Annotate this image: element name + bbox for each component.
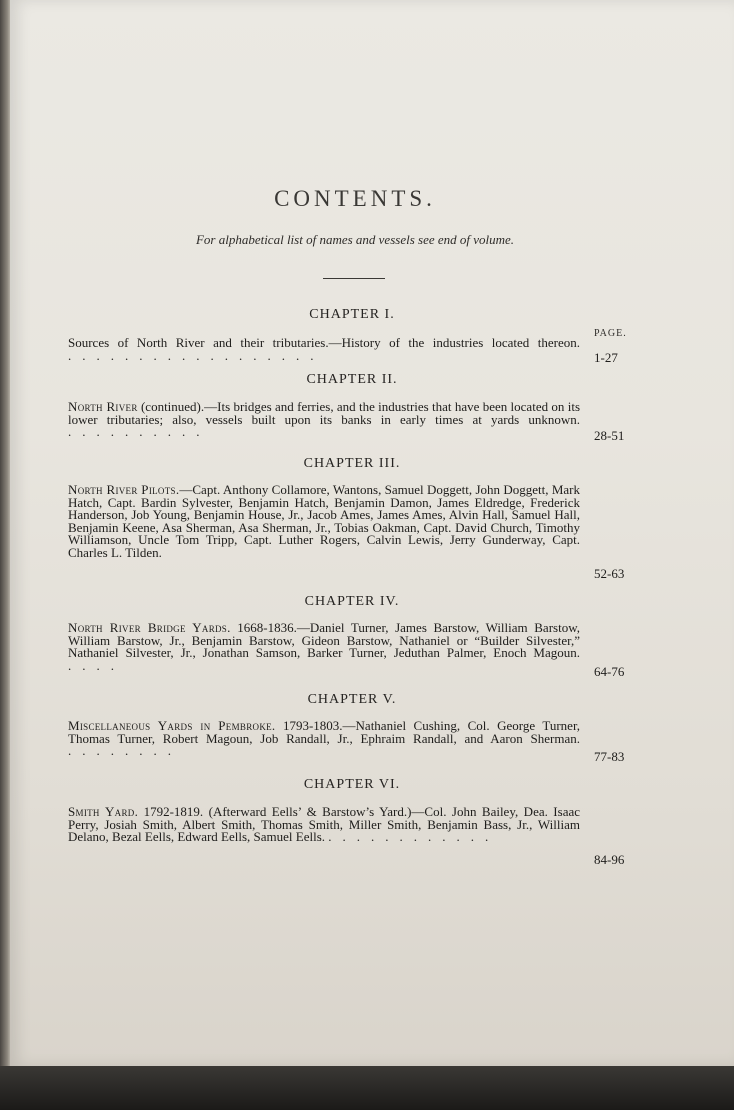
entry-text: 1668-1836.—Daniel Turner, James Barstow, William Barstow, William Barstow, Jr., Benjamin Barstow, Gideon Barstow, Nathaniel or “Builder Silvester,” Nathaniel Silvester, Jr., Jonathan Samson, Barker Turner, Jeduthan Palmer, Enoch Magoun. [68, 620, 580, 661]
entry-lead: North River Pilots. [68, 482, 180, 497]
entry-page-range: 84-96 [594, 852, 625, 867]
page-subtitle: For alphabetical list of names and vessels see end of volume. [195, 232, 515, 247]
book-page [10, 0, 734, 1066]
leader-dots: .......... [68, 424, 211, 440]
entry-page-range: 77-83 [594, 749, 625, 764]
leader-dots: .................. [68, 347, 325, 363]
background-surface [0, 1066, 734, 1110]
chapter-heading: CHAPTER II. [306, 372, 398, 387]
leader-dots: ............ [328, 829, 500, 845]
entry-page-range: 64-76 [594, 664, 625, 679]
chapter-entry [68, 806, 580, 844]
entry-page-range: 1-27 [594, 350, 618, 365]
entry-text: (continued).—Its bridges and ferries, and the industries that have been located on its lower tributaries; also, vessels built upon its banks in early times at yards unknown. [68, 399, 581, 427]
entry-lead: Smith Yard. [68, 804, 139, 819]
chapter-heading: CHAPTER III. [303, 456, 401, 471]
title-divider [323, 278, 385, 279]
entry-text: 1793-1803.—Nathaniel Cushing, Col. George Turner, Thomas Turner, Robert Magoun, Job Randall, Jr., Ephraim Randall, and Aaron Sherman. [68, 718, 581, 746]
chapter-heading: CHAPTER IV. [304, 594, 400, 609]
entry-text: —Capt. Anthony Collamore, Wantons, Samuel Doggett, John Doggett, Mark Hatch, Capt. Bardin Sylvester, Benjamin Hatch, Benjamin Damon, James Eldredge, Frederick Handerson, Job Young, Benjamin House, Jr., Jacob Ames, James Ames, Alvin Hall, Samuel Hall, Benjamin Keene, Asa Sherman, Asa Sherman, Jr., Tobias Oakman, Capt. David Church, Timothy Williamson, Uncle Tom Tripp, Capt. Luther Rogers, Calvin Lewis, Jerry Gunderway, Capt. Charles L. Tilden. [68, 482, 580, 560]
chapter-heading: CHAPTER V. [307, 692, 397, 707]
leader-dots: .... [68, 657, 125, 673]
entry-text: Sources of North River and their tributaries.—History of the industries located thereon. [68, 335, 580, 350]
chapter-entry [68, 622, 580, 672]
chapter-heading: CHAPTER I. [309, 307, 395, 322]
entry-text: 1792-1819. (Afterward Eells’ & Barstow’s Yard.)—Col. John Bailey, Dea. Isaac Perry, Josiah Smith, Albert Smith, Thomas Smith, Miller Smith, Benjamin Bass, Jr., William Delano, Bezal Eells, Edward Eells, Samuel Eells. [68, 804, 581, 845]
chapter-entry [68, 484, 580, 560]
entry-page-range: 28-51 [594, 428, 625, 443]
entry-lead: North River [68, 399, 138, 414]
page-title: CONTENTS. [274, 186, 436, 211]
leader-dots: ........ [68, 743, 182, 759]
chapter-entry [68, 720, 580, 758]
entry-lead: North River Bridge Yards. [68, 620, 231, 635]
entry-page-range: 52-63 [594, 566, 625, 581]
chapter-entry [68, 337, 580, 362]
chapter-heading: CHAPTER VI. [303, 777, 401, 792]
page-column-label: PAGE. [594, 328, 627, 339]
entry-lead: Miscellaneous Yards in Pembroke. [68, 718, 276, 733]
chapter-entry [68, 401, 580, 439]
